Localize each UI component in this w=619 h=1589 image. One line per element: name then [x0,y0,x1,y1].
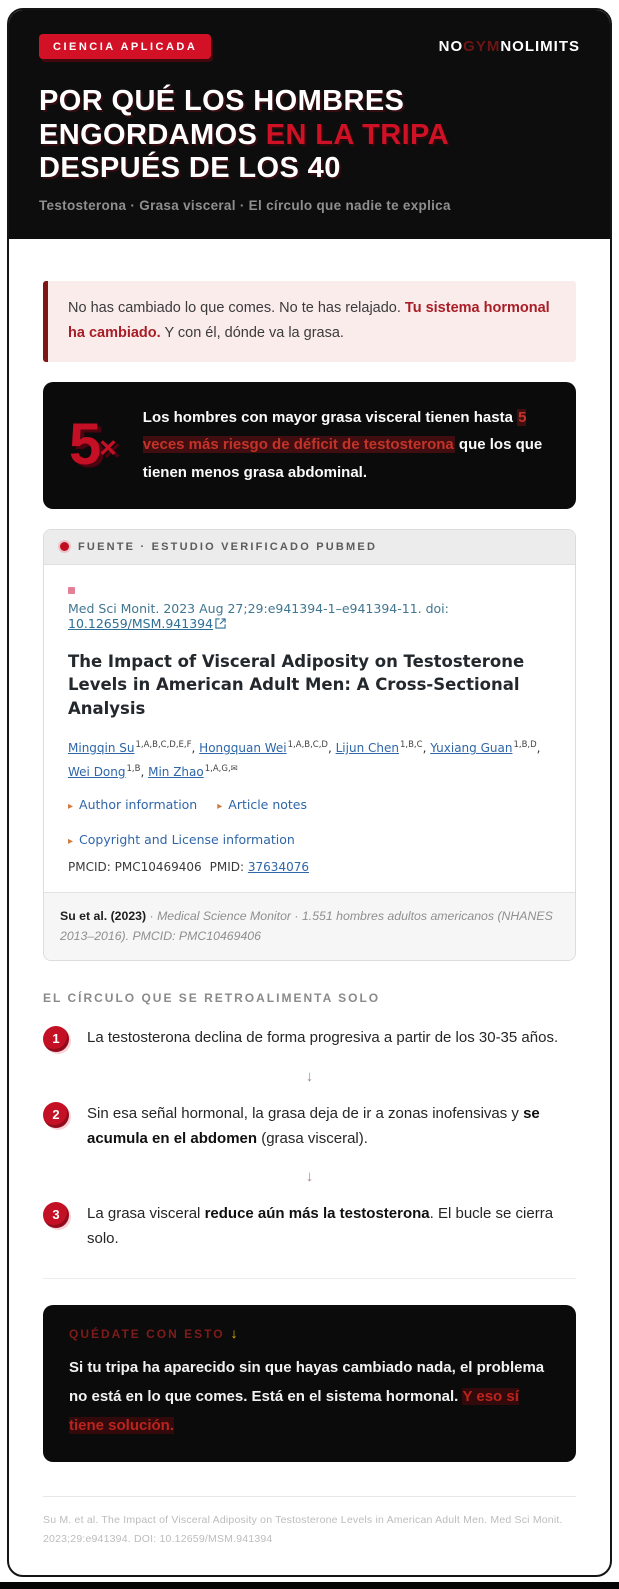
ids-line [68,860,551,874]
stat-figure-number: 5 [69,412,100,478]
source-card-label: FUENTE · ESTUDIO VERIFICADO PUBMED [78,540,378,553]
step-text-bold: reduce aún más la testosterona [204,1204,430,1222]
author-separator: , [422,741,431,756]
meta-link-copyright[interactable] [68,832,295,847]
stat-text-post: que los que tienen menos grasa abdominal. [142,436,543,482]
footer-citation: Su M. et al. The Impact of Visceral Adiposity on Testosterone Levels in American Adult Men. Med Sci Monit. 2023;29:e941394. DOI: 10.12659/MSM.941394 [43,1496,576,1549]
category-badge: CIENCIA APLICADA [39,34,211,59]
author-link[interactable]: Wei Dong [68,765,126,780]
author-link[interactable]: Yuxiang Guan [430,741,513,756]
cycle-heading: EL CÍRCULO QUE SE RETROALIMENTA SOLO [43,990,381,1005]
title-line3: DESPUÉS DE LOS 40 [39,152,341,185]
takeaway-label-text: QUÉDATE CON ESTO [69,1326,225,1341]
step-text-post: . El bucle se cierra solo. [87,1204,554,1248]
journal-bullet-icon [68,587,75,594]
flow-arrow-icon: ↓ [305,1067,314,1085]
step-row-3 [43,1201,576,1252]
subtitle: Testosterona · Grasa visceral · El círculo que nadie te explica [39,197,451,213]
author-separator: , [536,741,541,756]
author-link[interactable]: Min Zhao [148,765,204,780]
pmid-link[interactable]: 37634076 [247,860,309,875]
step-text [87,1101,576,1152]
takeaway-text [69,1353,550,1441]
hero-section [9,10,610,239]
author-superscript: 1,B,D [513,740,537,751]
author-link[interactable]: Lijun Chen [335,741,399,756]
triangle-icon: ▸ [68,836,74,848]
step-text-pre: La grasa visceral [87,1204,205,1222]
step-row-1 [43,1025,576,1052]
callout-text-bold: Tu sistema hormonal ha cambiado. [68,299,550,342]
author-link[interactable]: Hongquan Wei [199,741,287,756]
citation-prefix: Med Sci Monit. 2023 Aug 27;29:e941394-1–e941394-11. doi: [68,600,449,616]
brand-logo [439,38,580,55]
stat-highlight: 5 veces más riesgo de déficit de testosterona [142,408,527,454]
title-line1: POR QUÉ LOS HOMBRES [39,85,405,117]
meta-links-row [68,797,551,847]
brand-logo-nolimits: NOLIMITS [500,38,580,55]
meta-link-article-notes[interactable] [217,797,307,812]
pmcid-text: PMCID: PMC10469406 [68,860,202,875]
callout-text-pre: No has cambiado lo que comes. No te has relajado. [68,299,405,316]
authors-line [68,736,551,784]
pubmed-screenshot [44,565,575,892]
author-separator: , [191,741,200,756]
step-text [87,1201,576,1252]
intro-callout [43,281,576,362]
stat-figure [69,412,115,478]
red-dot-icon [60,542,69,551]
doi-link[interactable]: 10.12659/MSM.941394 [68,615,214,631]
source-caption [44,892,575,960]
step-text [87,1025,558,1051]
step-number-badge: 1 [43,1026,69,1052]
triangle-icon: ▸ [68,801,74,813]
stat-text [143,404,550,487]
author-separator: , [327,741,336,756]
meta-link-label: Copyright and License information [79,832,295,848]
bottom-bar [0,1582,619,1589]
takeaway-highlight: Y eso sí tiene solución. [69,1387,519,1435]
step-row-2 [43,1101,576,1152]
section-divider [43,1278,576,1279]
step-text-pre: Sin esa señal hormonal, la grasa deja de ir a zonas inofensivas y [87,1104,524,1122]
author-superscript: 1,A,B,C,D,E,F [135,740,192,751]
hero-top-row [39,34,580,59]
takeaway-label [69,1325,550,1341]
author-link[interactable]: Mingqin Su [68,741,135,756]
callout-text-post: Y con él, dónde va la grasa. [160,325,344,342]
takeaway-box [43,1305,576,1463]
triangle-icon: ▸ [217,801,223,813]
takeaway-text-pre: Si tu tripa ha aparecido sin que hayas cambiado nada, el problema no está en lo que comes. Está en el sistema hormonal. [69,1358,545,1405]
caption-details: Medical Science Monitor · 1.551 hombres adultos americanos (NHANES 2013–2016). PMCID: PMC10469406 [60,909,553,944]
content-body [9,239,610,1575]
step-text-bold: se acumula en el abdomen [87,1104,540,1148]
step-text-pre: La testosterona declina de forma progresiva a partir de los 30-35 años. [87,1028,559,1046]
journal-citation [68,587,551,632]
pmid-label: PMID: [209,860,245,875]
title-highlight: EN LA TRIPA [265,118,449,151]
external-link-icon [215,617,226,632]
step-number-badge: 2 [43,1102,69,1128]
stat-text-pre: Los hombres con mayor grasa visceral tienen hasta [142,408,518,426]
author-separator: , [140,765,149,780]
flow-arrow-icon: ↓ [305,1167,314,1185]
author-superscript: 1,A,B,C,D [287,740,328,751]
title-line2: ENGORDAMOS [39,118,266,151]
brand-logo-no: NO [438,38,464,55]
page [0,8,619,1589]
article-title: The Impact of Visceral Adiposity on Testosterone Levels in American Adult Men: A Cross-Sectional Analysis [68,651,525,718]
citation-text [68,601,551,632]
author-superscript: 1,B [126,764,141,775]
meta-link-label: Article notes [228,797,308,813]
main-title [39,85,580,186]
point-down-icon: ↓ [230,1324,240,1341]
source-card [43,529,576,961]
multiply-icon: × [99,431,115,465]
meta-link-label: Author information [79,797,198,813]
step-text-post: (grasa visceral). [257,1130,368,1148]
step-number-badge: 3 [43,1202,69,1228]
caption-separator: · [146,909,158,924]
source-card-header [44,530,575,565]
brand-logo-gym: GYM [463,38,501,55]
meta-link-author-info[interactable] [68,797,197,812]
infographic-card [7,8,612,1577]
stat-box [43,382,576,509]
author-superscript: 1,B,C [399,740,423,751]
author-superscript: 1,A,G,✉ [204,764,238,775]
caption-authors: Su et al. (2023) [60,909,147,924]
